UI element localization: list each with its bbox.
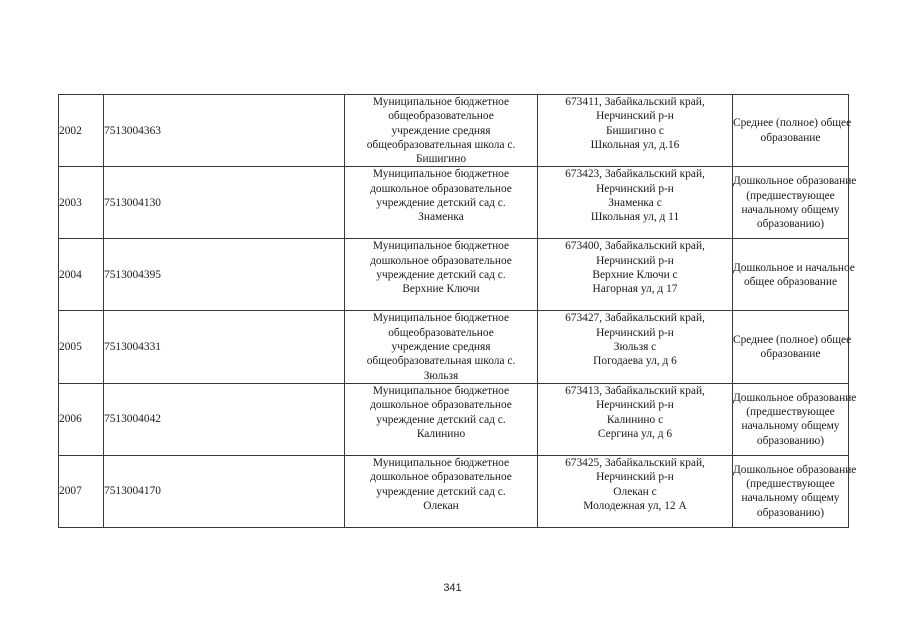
inn-text: 7513004363 [104, 124, 161, 137]
institution-name-line: учреждение детский сад с. [376, 485, 506, 498]
education-level-cell [733, 383, 857, 455]
institution-name-line: дошкольное образовательное [370, 254, 512, 267]
institution-name-line: Олекан [423, 499, 459, 512]
education-level-line: общее образование [743, 275, 838, 288]
institution-name-line: общеобразовательная школа с. [366, 355, 516, 368]
row-number-text: 2006 [59, 413, 82, 426]
inn-text: 7513004042 [104, 413, 161, 426]
education-level-line: Дошкольное образование [733, 175, 857, 188]
education-level-line: (предшествующее [746, 478, 835, 491]
inn-cell [104, 239, 345, 311]
table-row [59, 239, 849, 311]
institution-name-line: Знаменка [418, 211, 464, 224]
row-number-text: 2003 [59, 196, 82, 209]
table-row [59, 95, 849, 167]
table-row [59, 167, 849, 239]
institution-name-line: учреждение средняя [391, 341, 491, 354]
address-cell [538, 311, 733, 383]
address-line: 673400, Забайкальский край, [565, 240, 705, 253]
institution-name-cell [345, 239, 538, 311]
address-line: Бишигино с [606, 124, 664, 137]
address-line: 673427, Забайкальский край, [565, 312, 705, 325]
address-line: Молодежная ул, 12 А [583, 499, 687, 512]
address-line: Нерчинский р-н [596, 254, 674, 267]
address-line: Нерчинский р-н [596, 326, 674, 339]
address-line: Нерчинский р-н [596, 182, 674, 195]
education-level-cell [733, 455, 857, 527]
institution-name-line: дошкольное образовательное [370, 399, 512, 412]
row-number-cell [59, 95, 104, 167]
education-level-line: образование [760, 348, 821, 361]
education-level-line: начальному общему [741, 492, 840, 505]
row-number-text: 2007 [59, 485, 82, 498]
education-level-line: (предшествующее [746, 189, 835, 202]
page-number: 341 [443, 582, 462, 594]
institution-name-cell [345, 167, 538, 239]
row-number-cell [59, 383, 104, 455]
education-level-line: начальному общему [741, 420, 840, 433]
address-line: 673423, Забайкальский край, [565, 168, 705, 181]
inn-cell [104, 311, 345, 383]
institution-name-cell [345, 455, 538, 527]
inn-cell [104, 383, 345, 455]
registry-table-body [59, 95, 857, 528]
address-cell [538, 383, 733, 455]
institution-name-line: Муниципальное бюджетное [372, 384, 510, 397]
address-line: Олекан с [613, 485, 657, 498]
education-level-cell [733, 167, 857, 239]
inn-text: 7513004170 [104, 485, 161, 498]
row-number-text: 2005 [59, 341, 82, 354]
address-line: Зюльзя с [613, 341, 657, 354]
address-line: Школьная ул, д 11 [590, 211, 680, 224]
education-level-line: образованию) [756, 218, 825, 231]
address-line: Нерчинский р-н [596, 110, 674, 123]
institution-name-line: учреждение детский сад с. [376, 269, 506, 282]
institution-name-line: дошкольное образовательное [370, 471, 512, 484]
address-cell [538, 455, 733, 527]
education-level-line: Среднее (полное) общее [733, 333, 852, 346]
institution-name-line: Муниципальное бюджетное [372, 240, 510, 253]
address-line: Сергина ул, д 6 [597, 427, 673, 440]
registry-table [58, 94, 857, 528]
inn-text: 7513004130 [104, 196, 161, 209]
row-number-text: 2004 [59, 268, 82, 281]
address-line: Верхние Ключи с [592, 269, 678, 282]
row-number-text: 2002 [59, 124, 82, 137]
education-level-line: Дошкольное и начальное [733, 261, 855, 274]
address-line: Нерчинский р-н [596, 471, 674, 484]
institution-name-line: дошкольное образовательное [370, 182, 512, 195]
row-number-cell [59, 455, 104, 527]
address-line: Школьная ул, д.16 [590, 138, 680, 151]
address-cell [538, 167, 733, 239]
institution-name-cell [345, 311, 538, 383]
address-line: 673411, Забайкальский край, [565, 96, 705, 108]
institution-name-line: учреждение детский сад с. [376, 413, 506, 426]
table-row [59, 311, 849, 383]
inn-text: 7513004331 [104, 341, 161, 354]
address-line: Нерчинский р-н [596, 399, 674, 412]
education-level-line: (предшествующее [746, 406, 835, 419]
row-number-cell [59, 167, 104, 239]
institution-name-line: Зюльзя [423, 369, 459, 382]
address-line: Погодаева ул, д 6 [593, 355, 677, 368]
institution-name-line: Муниципальное бюджетное [372, 96, 510, 108]
address-line: 673413, Забайкальский край, [565, 384, 705, 397]
education-level-line: образованию) [756, 506, 825, 519]
education-level-line: начальному общему [741, 203, 840, 216]
institution-name-cell [345, 383, 538, 455]
education-level-line: Дошкольное образование [733, 391, 857, 404]
education-level-cell [733, 311, 852, 383]
institution-name-line: Калинино [416, 427, 466, 440]
education-level-line: Среднее (полное) общее [733, 117, 852, 130]
education-level-line: образование [760, 131, 821, 144]
institution-name-line: Муниципальное бюджетное [372, 168, 510, 181]
address-line: Знаменка с [608, 197, 662, 210]
institution-name-line: общеобразовательное [388, 110, 494, 123]
table-row [59, 383, 849, 455]
table-row [59, 455, 849, 527]
row-number-cell [59, 311, 104, 383]
institution-name-line: Муниципальное бюджетное [372, 312, 510, 325]
institution-name-line: Бишигино [415, 153, 467, 166]
address-line: Нагорная ул, д 17 [592, 283, 678, 296]
education-level-line: образованию) [756, 434, 825, 447]
institution-name-line: Верхние Ключи [402, 283, 480, 296]
inn-text: 7513004395 [104, 268, 161, 281]
institution-name-line: учреждение детский сад с. [376, 197, 506, 210]
education-level-line: Дошкольное образование [733, 463, 857, 476]
institution-name-cell [345, 95, 538, 167]
inn-cell [104, 95, 345, 167]
education-level-cell [733, 239, 855, 311]
institution-name-line: Муниципальное бюджетное [372, 456, 510, 469]
row-number-cell [59, 239, 104, 311]
institution-name-line: общеобразовательное [388, 326, 494, 339]
address-line: Калинино с [606, 413, 664, 426]
inn-cell [104, 455, 345, 527]
address-cell [538, 95, 733, 167]
education-level-cell [733, 95, 852, 167]
inn-cell [104, 167, 345, 239]
address-line: 673425, Забайкальский край, [565, 456, 705, 469]
address-cell [538, 239, 733, 311]
institution-name-line: учреждение средняя [391, 124, 491, 137]
institution-name-line: общеобразовательная школа с. [366, 138, 516, 151]
